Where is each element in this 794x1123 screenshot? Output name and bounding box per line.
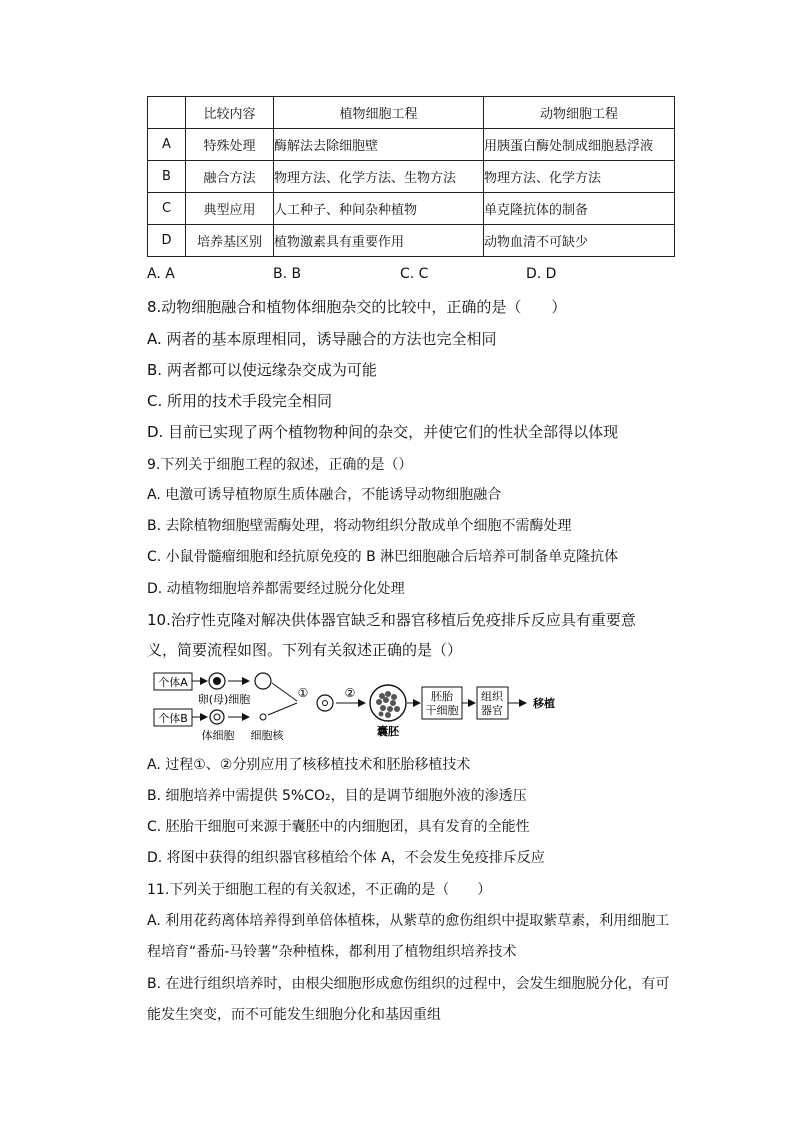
answer-option[interactable]: B. B <box>273 266 302 282</box>
table-cell: 特殊处理 <box>186 129 274 161</box>
answer-option[interactable]: C. C <box>400 266 429 282</box>
body-cell-nucleus-icon <box>214 714 220 720</box>
question-stem: 8.动物细胞融合和植物体细胞杂交的比较中，正确的是（ ） <box>147 298 567 316</box>
answer-option[interactable]: C. 胚胎干细胞可来源于囊胚中的内细胞团，具有发育的全能性 <box>147 819 530 835</box>
answer-option[interactable]: B. 在进行组织培养时，由根尖细胞形成愈伤组织的过程中，会发生细胞脱分化，有可 <box>147 976 670 992</box>
table-header-cell: 动物细胞工程 <box>484 97 675 129</box>
transplant-label: 移植 <box>533 697 555 710</box>
body-cell-label: 体细胞 <box>201 729 235 741</box>
table-header-row <box>148 97 675 129</box>
question-stem: 9.下列关于细胞工程的叙述，正确的是（） <box>147 457 413 473</box>
table-cell: 典型应用 <box>186 193 274 225</box>
table-cell: 培养基区别 <box>186 225 274 257</box>
answer-option[interactable]: B. 去除植物细胞壁需酶处理，将动物组织分散成单个细胞不需酶处理 <box>147 518 572 534</box>
organ-label-line2: 器官 <box>481 704 503 717</box>
blastocyst-label: 囊胚 <box>377 725 399 738</box>
answer-option-continuation: 能发生突变，而不可能发生细胞分化和基因重组 <box>147 1007 441 1023</box>
table-row <box>148 225 675 257</box>
table-cell: 物理方法、化学方法 <box>484 161 675 193</box>
question-stem: 11.下列关于细胞工程的有关叙述，不正确的是（ ） <box>147 882 492 898</box>
answer-option[interactable]: A. A <box>147 266 175 282</box>
table-cell: A <box>148 129 186 161</box>
answer-option[interactable]: D. 目前已实现了两个植物物种间的杂交，并使它们的性状全部得以体现 <box>147 423 619 441</box>
cloning-flow-diagram <box>150 669 570 741</box>
table-row <box>148 193 675 225</box>
table-row <box>148 161 675 193</box>
answer-option[interactable]: B. 细胞培养中需提供 5%CO₂，目的是调节细胞外液的渗透压 <box>147 788 527 804</box>
table-row <box>148 129 675 161</box>
step-2-label: ② <box>344 686 356 700</box>
table-cell: 物理方法、化学方法、生物方法 <box>274 161 484 193</box>
answer-option[interactable]: B. 两者都可以使远缘杂交成为可能 <box>147 361 377 379</box>
organ-label-line1: 组织 <box>481 690 503 703</box>
answer-option[interactable]: C. 所用的技术手段完全相同 <box>147 392 333 410</box>
q7-answer-row <box>147 266 667 284</box>
answer-option[interactable]: A. 利用花药离体培养得到单倍体植株，从紫草的愈伤组织中提取紫草素，利用细胞工 <box>147 913 670 929</box>
answer-option[interactable]: D. D <box>526 266 557 282</box>
table-cell: 融合方法 <box>186 161 274 193</box>
answer-option[interactable]: A. 两者的基本原理相同，诱导融合的方法也完全相同 <box>147 330 497 348</box>
individual-a-label: 个体A <box>158 676 188 689</box>
enucleated-egg-icon <box>255 673 271 689</box>
individual-b-label: 个体B <box>158 712 188 725</box>
answer-option[interactable]: A. 过程①、②分别应用了核移植技术和胚胎移植技术 <box>147 757 471 773</box>
table-cell: C <box>148 193 186 225</box>
nucleus-icon <box>260 714 266 720</box>
esc-label-line1: 胚胎 <box>431 690 453 703</box>
egg-nucleus-icon <box>213 677 221 685</box>
answer-option[interactable]: D. 动植物细胞培养都需要经过脱分化处理 <box>147 581 405 597</box>
step-1-label: ① <box>297 686 309 700</box>
comparison-table <box>147 96 675 257</box>
answer-option[interactable]: C. 小鼠骨髓瘤细胞和经抗原免疫的 B 淋巴细胞融合后培养可制备单克隆抗体 <box>147 549 619 565</box>
table-cell: B <box>148 161 186 193</box>
answer-option-continuation: 程培育“番茄-马铃薯”杂种植株，都利用了植物组织培养技术 <box>147 944 517 960</box>
table-cell: 人工种子、种间杂种植物 <box>274 193 484 225</box>
answer-option[interactable]: A. 电激可诱导植物原生质体融合，不能诱导动物细胞融合 <box>147 487 502 503</box>
table-cell: 动物血清不可缺少 <box>484 225 675 257</box>
table-cell: D <box>148 225 186 257</box>
table-cell: 酶解法去除细胞壁 <box>274 129 484 161</box>
table-header-cell: 比较内容 <box>186 97 274 129</box>
nucleus-label: 细胞核 <box>250 729 284 741</box>
question-stem: 义，简要流程如图。下列有关叙述正确的是（） <box>147 641 463 659</box>
table-header-cell <box>148 97 186 129</box>
table-cell: 用胰蛋白酶处制成细胞悬浮液 <box>484 129 675 161</box>
egg-label: 卵(母)细胞 <box>197 693 251 706</box>
question-stem: 10.治疗性克隆对解决供体器官缺乏和器官移植后免疫排斥反应具有重要意 <box>147 611 636 629</box>
table-header-cell: 植物细胞工程 <box>274 97 484 129</box>
table-cell: 单克隆抗体的制备 <box>484 193 675 225</box>
esc-label-line2: 干细胞 <box>425 704 459 717</box>
answer-option[interactable]: D. 将图中获得的组织器官移植给个体 A，不会发生免疫排斥反应 <box>147 850 545 866</box>
table-cell: 植物激素具有重要作用 <box>274 225 484 257</box>
